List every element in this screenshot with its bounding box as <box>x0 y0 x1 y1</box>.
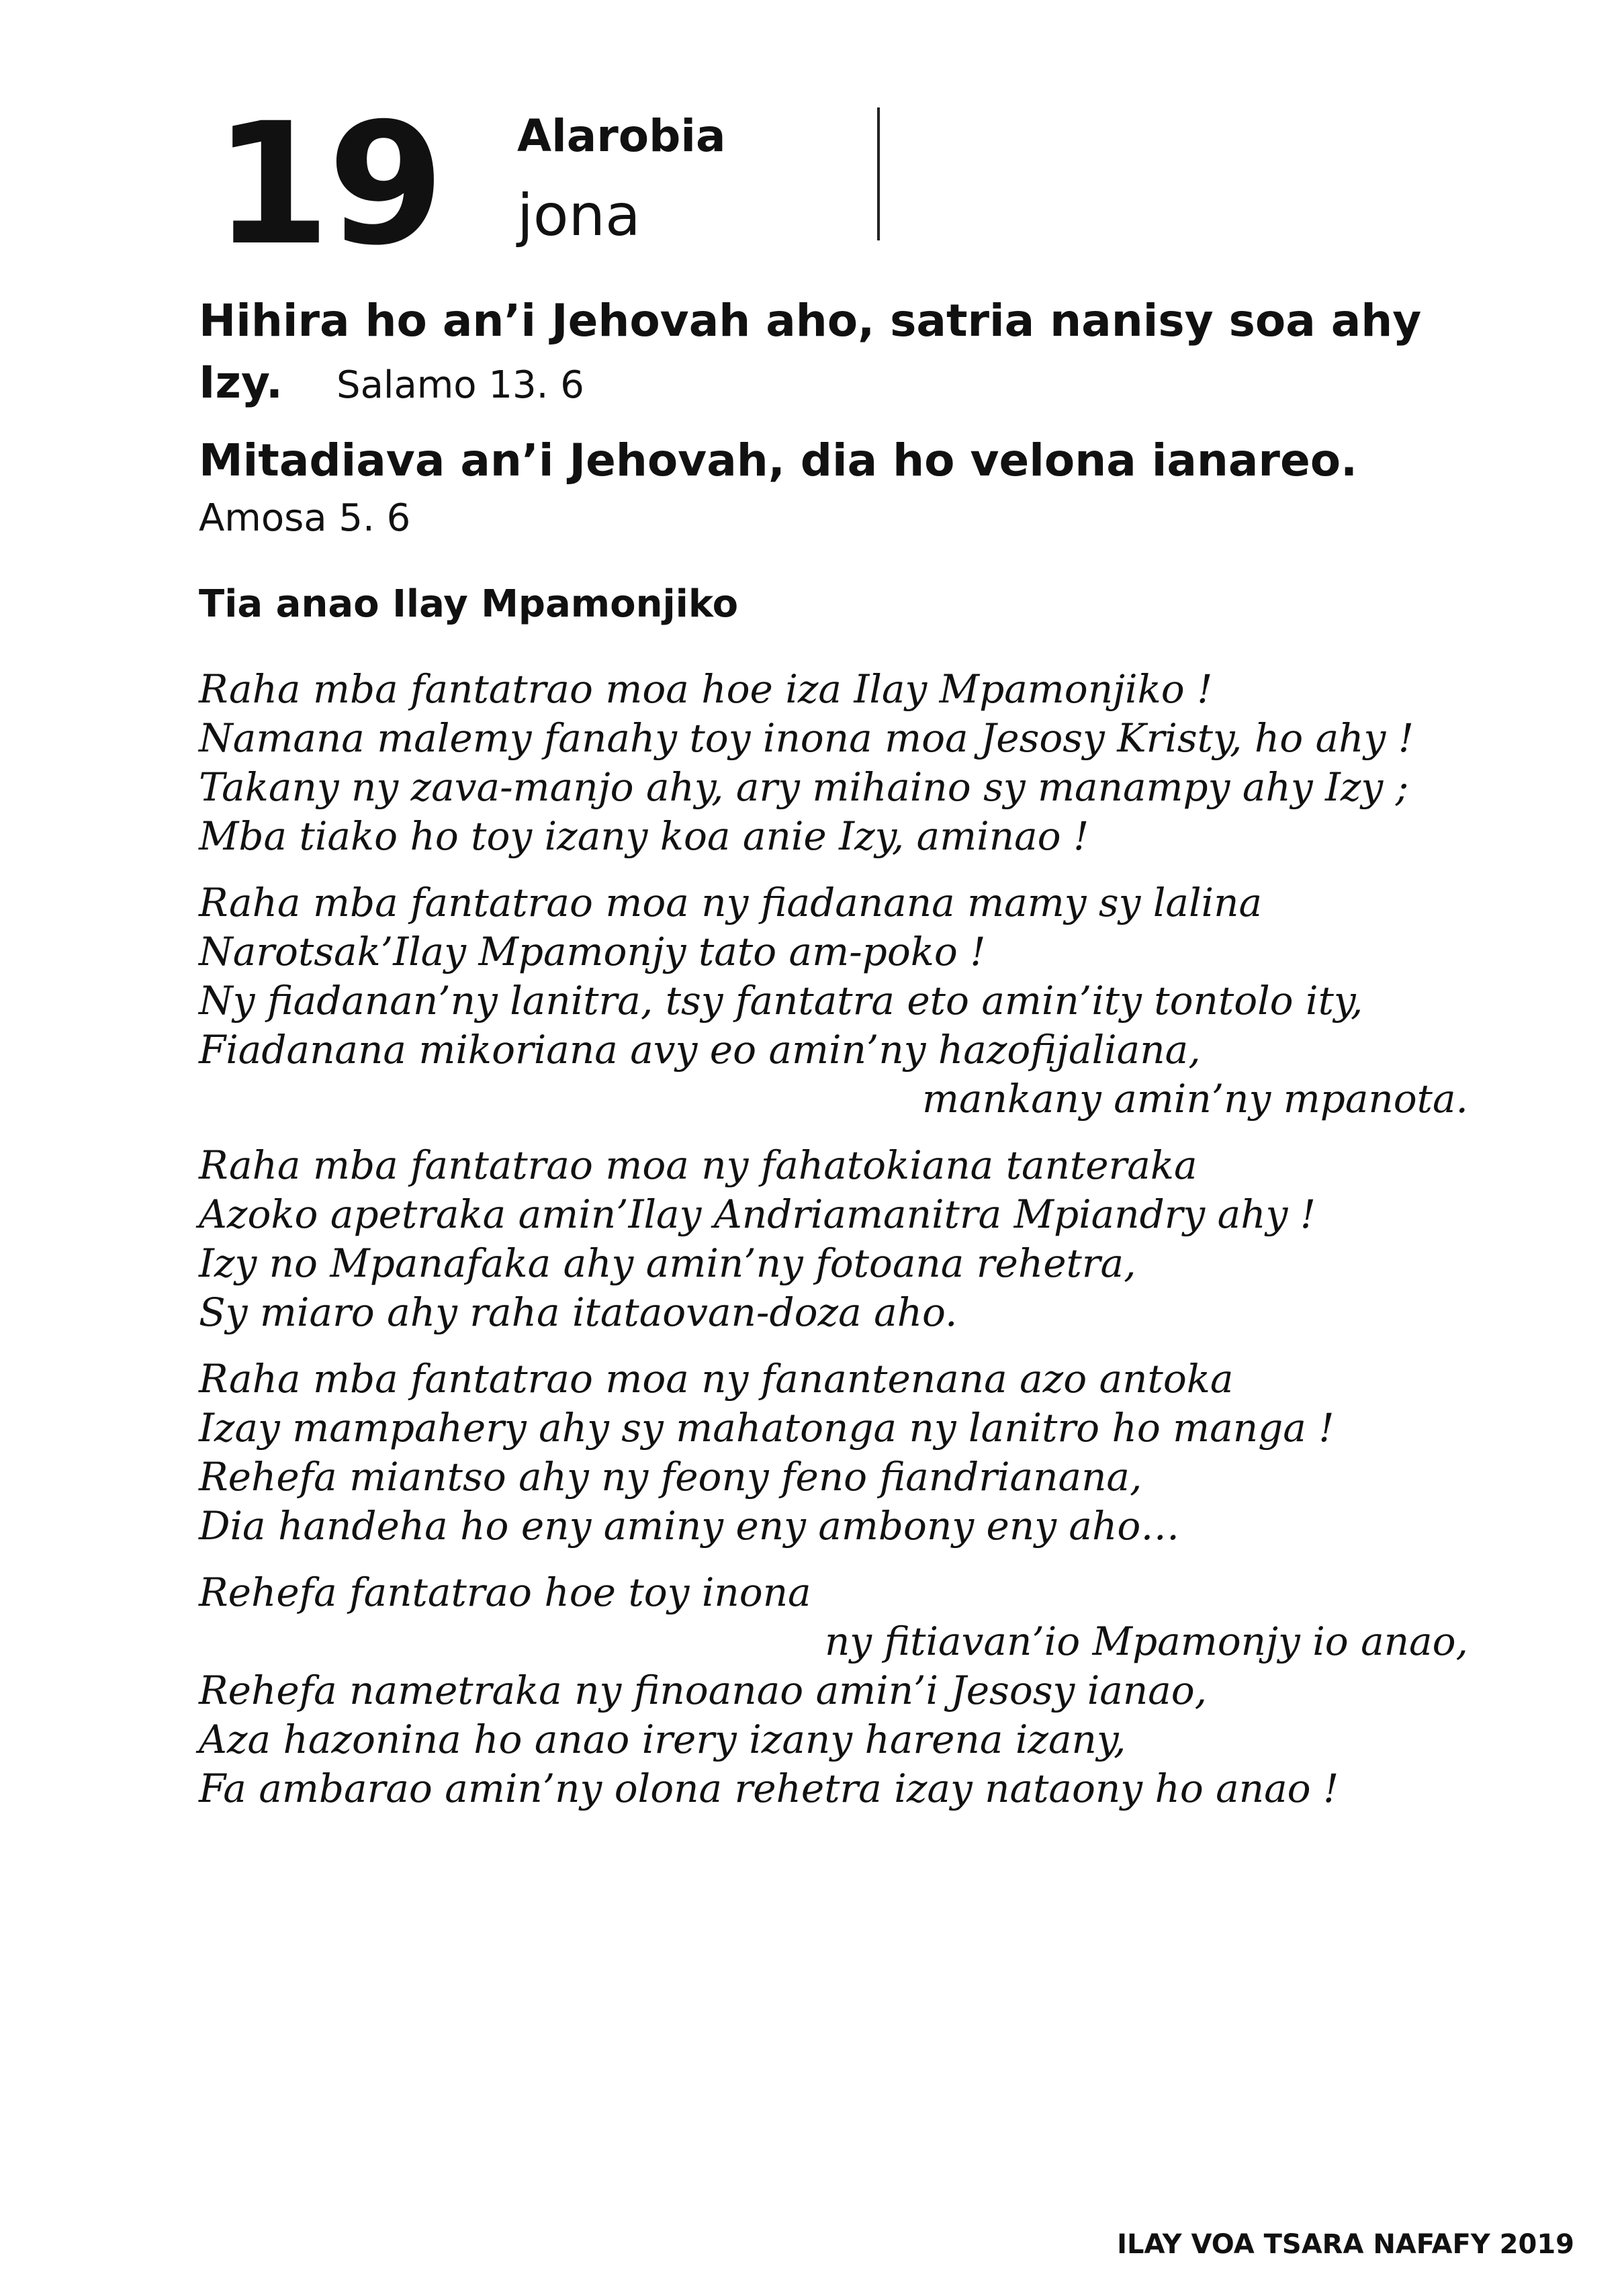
month: jona <box>517 182 641 249</box>
poem-line: Raha mba fantatrao moa ny fahatokiana tanteraka <box>199 1142 1198 1188</box>
poem-line: Rehefa fantatrao hoe toy inona <box>199 1570 811 1615</box>
poem-line: ny fitiavan’io Mpamonjy io anao, <box>824 1619 1468 1664</box>
header-divider <box>877 107 880 240</box>
poem-line: Namana malemy fanahy toy inona moa Jesosy Kristy, ho ahy ! <box>199 715 1414 761</box>
weekday: Alarobia <box>517 110 726 162</box>
verse-text: Mitadiava an’i Jehovah, dia ho velona ianareo. <box>199 435 1358 486</box>
day-number: 19 <box>214 87 442 282</box>
verse-reference: Salamo 13. 6 <box>336 363 584 407</box>
poem-line: Raha mba fantatrao moa ny fiadanana mamy sy lalina <box>199 880 1263 925</box>
poem-title: Tia anao Ilay Mpamonjiko <box>199 582 739 626</box>
poem <box>199 665 1468 1831</box>
footer-publication: ILAY VOA TSARA NAFAFY 2019 <box>1117 2229 1574 2260</box>
poem-stanza <box>199 1568 1468 1813</box>
verse-secondary <box>199 430 1475 545</box>
poem-line: Izay mampahery ahy sy mahatonga ny lanitro ho manga ! <box>199 1405 1335 1451</box>
poem-line: Narotsak’Ilay Mpamonjy tato am-poko ! <box>199 929 986 974</box>
poem-line: mankany amin’ny mpanota. <box>922 1076 1468 1122</box>
poem-line: Fiadanana mikoriana avy eo amin’ny hazofijaliana, <box>199 1027 1201 1073</box>
poem-line: Sy miaro ahy raha itataovan-doza aho. <box>199 1289 958 1335</box>
poem-line: Dia handeha ho eny aminy eny ambony eny aho… <box>199 1503 1180 1549</box>
verse-of-day <box>199 290 1475 416</box>
poem-line: Mba tiako ho toy izany koa anie Izy, aminao ! <box>199 813 1089 859</box>
poem-line: Raha mba fantatrao moa ny fanantenana azo antoka <box>199 1356 1234 1402</box>
poem-stanza <box>199 1141 1468 1337</box>
poem-line: Azoko apetraka amin’Ilay Andriamanitra Mpiandry ahy ! <box>199 1191 1316 1237</box>
poem-line: Izy no Mpanafaka ahy amin’ny fotoana rehetra, <box>199 1240 1136 1286</box>
poem-line: Takany ny zava-manjo ahy, ary mihaino sy manampy ahy Izy ; <box>199 764 1409 810</box>
verse-text: Hihira ho an’i Jehovah aho, satria nanisy soa ahy Izy. <box>199 295 1422 408</box>
poem-line: Rehefa miantso ahy ny feony feno fiandrianana, <box>199 1454 1142 1500</box>
verse-reference: Amosa 5. 6 <box>199 496 411 540</box>
poem-line: Fa ambarao amin’ny olona rehetra izay nataony ho anao ! <box>199 1766 1339 1811</box>
poem-line: Rehefa nametraka ny finoanao amin’i Jesosy ianao, <box>199 1668 1208 1713</box>
poem-stanza <box>199 878 1468 1124</box>
poem-line: Raha mba fantatrao moa hoe iza Ilay Mpamonjiko ! <box>199 666 1213 712</box>
poem-stanza <box>199 665 1468 861</box>
poem-line: Aza hazonina ho anao irery izany harena izany, <box>199 1717 1126 1762</box>
poem-line: Ny fiadanan’ny lanitra, tsy fantatra eto amin’ity tontolo ity, <box>199 978 1363 1024</box>
poem-stanza <box>199 1355 1468 1551</box>
